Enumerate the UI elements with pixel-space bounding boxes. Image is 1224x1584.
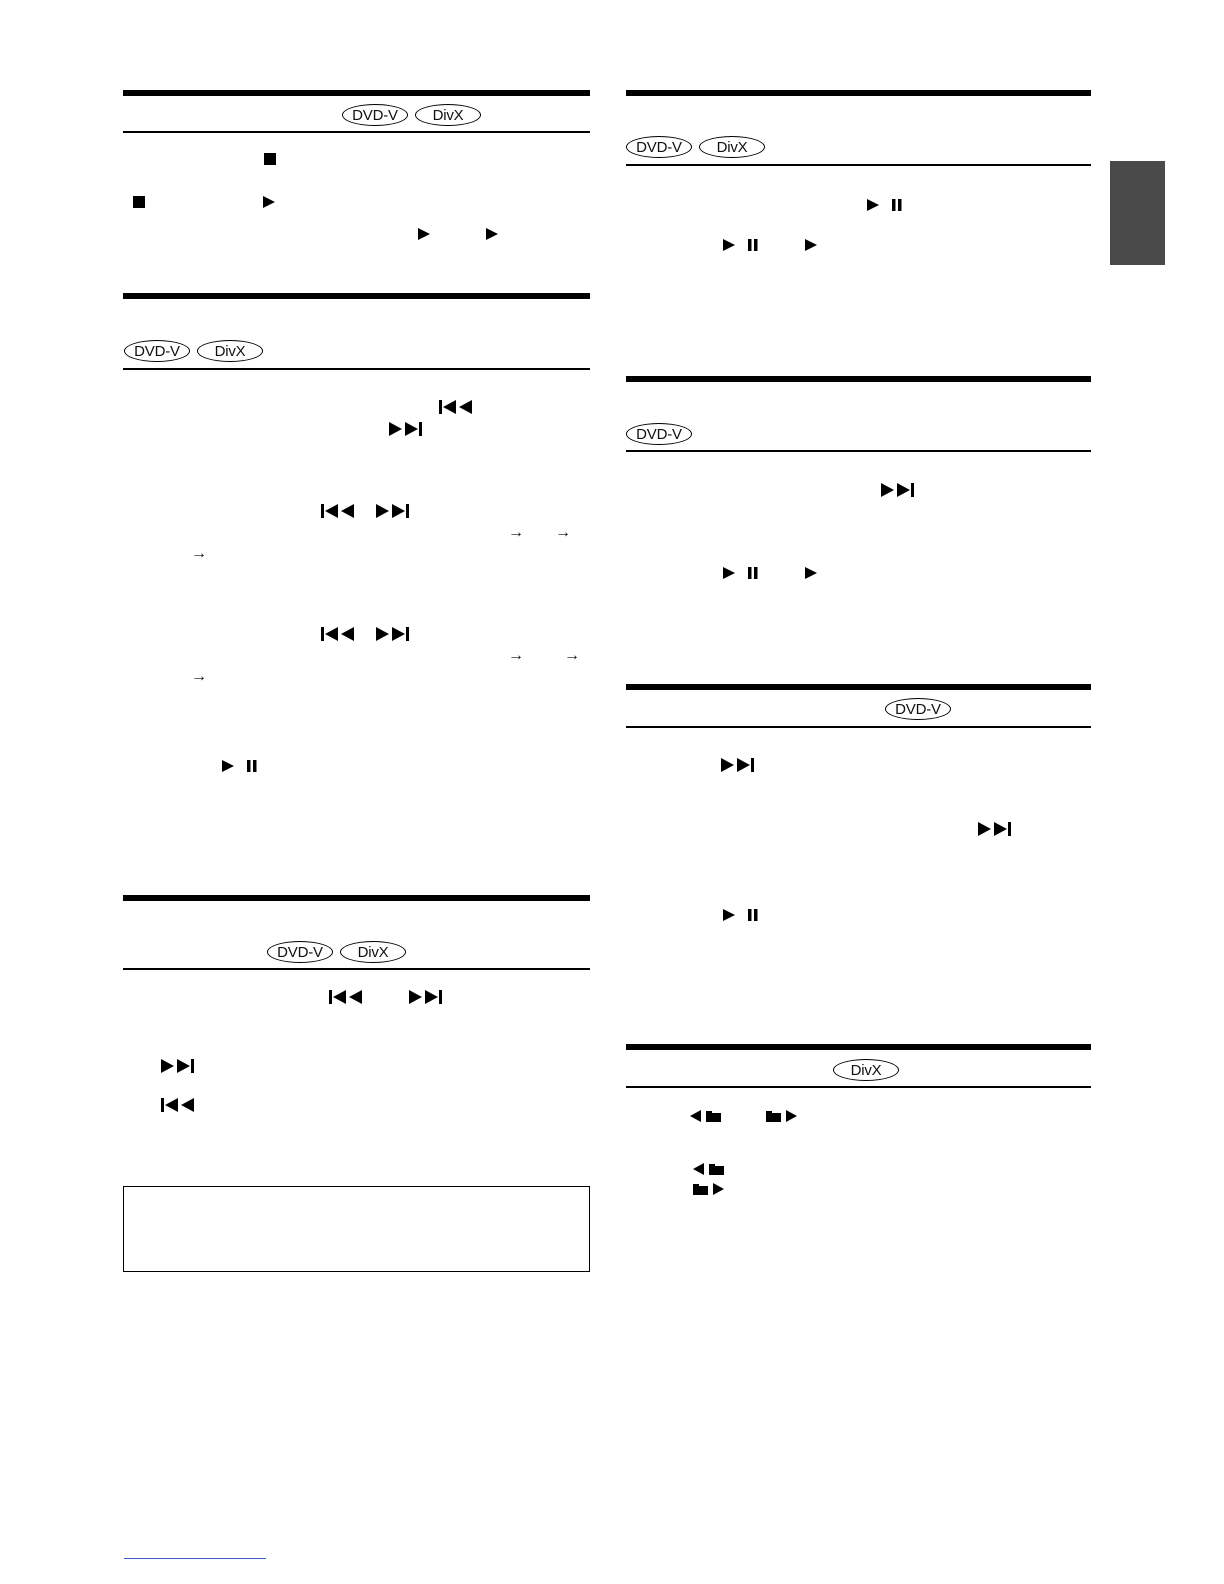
dvd-v-badge: DVD-V	[342, 104, 408, 126]
play-pause-icon	[723, 566, 759, 580]
arrow-glyph: →	[191, 545, 207, 562]
arrow-glyph: →	[191, 668, 207, 685]
next-track-icon	[721, 758, 755, 772]
play-icon	[486, 228, 499, 241]
play-pause-icon	[723, 908, 759, 922]
dvd-v-badge: DVD-V	[885, 698, 951, 720]
play-pause-icon	[222, 759, 258, 773]
play-icon	[418, 228, 431, 241]
dvd-v-badge: DVD-V	[267, 941, 333, 963]
section-rule-top	[123, 895, 590, 901]
next-track-icon	[376, 627, 410, 641]
next-track-icon	[389, 422, 423, 436]
arrow-glyph: →	[508, 647, 524, 664]
folder-up-icon	[693, 1162, 725, 1176]
dvd-v-badge: DVD-V	[626, 136, 692, 158]
dvd-v-badge: DVD-V	[124, 340, 190, 362]
section-rule-bottom	[626, 1086, 1091, 1088]
arrow-glyph: →	[564, 647, 580, 664]
next-track-icon	[409, 990, 443, 1004]
play-pause-icon	[867, 198, 903, 212]
divx-badge: DivX	[833, 1059, 899, 1081]
folder-up-icon	[690, 1109, 722, 1123]
section-rule-top	[626, 376, 1091, 382]
prev-track-icon	[329, 990, 363, 1004]
stop-icon	[264, 153, 277, 166]
section-rule-top	[626, 90, 1091, 96]
prev-track-icon	[321, 504, 355, 518]
section-rule-bottom	[123, 131, 590, 133]
play-icon	[263, 196, 276, 209]
next-track-icon	[376, 504, 410, 518]
section-tab	[1110, 161, 1165, 265]
section-rule-top	[123, 293, 590, 299]
arrow-glyph: →	[508, 524, 524, 541]
divx-badge: DivX	[340, 941, 406, 963]
section-rule-top	[626, 684, 1091, 690]
section-rule-bottom	[123, 368, 590, 370]
section-rule-bottom	[626, 726, 1091, 728]
section-rule-bottom	[626, 450, 1091, 452]
next-track-icon	[161, 1059, 195, 1073]
footer-link-line	[124, 1558, 266, 1559]
play-icon	[805, 238, 818, 252]
folder-down-icon	[766, 1109, 798, 1123]
play-icon	[805, 566, 818, 580]
next-track-icon	[978, 822, 1012, 836]
arrow-glyph: →	[555, 524, 571, 541]
note-box	[123, 1186, 590, 1272]
divx-badge: DivX	[415, 104, 481, 126]
next-track-icon	[881, 483, 915, 497]
divx-badge: DivX	[699, 136, 765, 158]
prev-track-icon	[321, 627, 355, 641]
folder-down-icon	[693, 1182, 725, 1196]
section-rule-bottom	[123, 968, 590, 970]
section-rule-bottom	[626, 164, 1091, 166]
play-pause-icon	[723, 238, 759, 252]
section-rule-top	[626, 1044, 1091, 1050]
divx-badge: DivX	[197, 340, 263, 362]
prev-track-icon	[439, 400, 473, 414]
stop-icon	[133, 196, 146, 209]
prev-track-icon	[161, 1098, 195, 1112]
dvd-v-badge: DVD-V	[626, 423, 692, 445]
section-rule-top	[123, 90, 590, 96]
